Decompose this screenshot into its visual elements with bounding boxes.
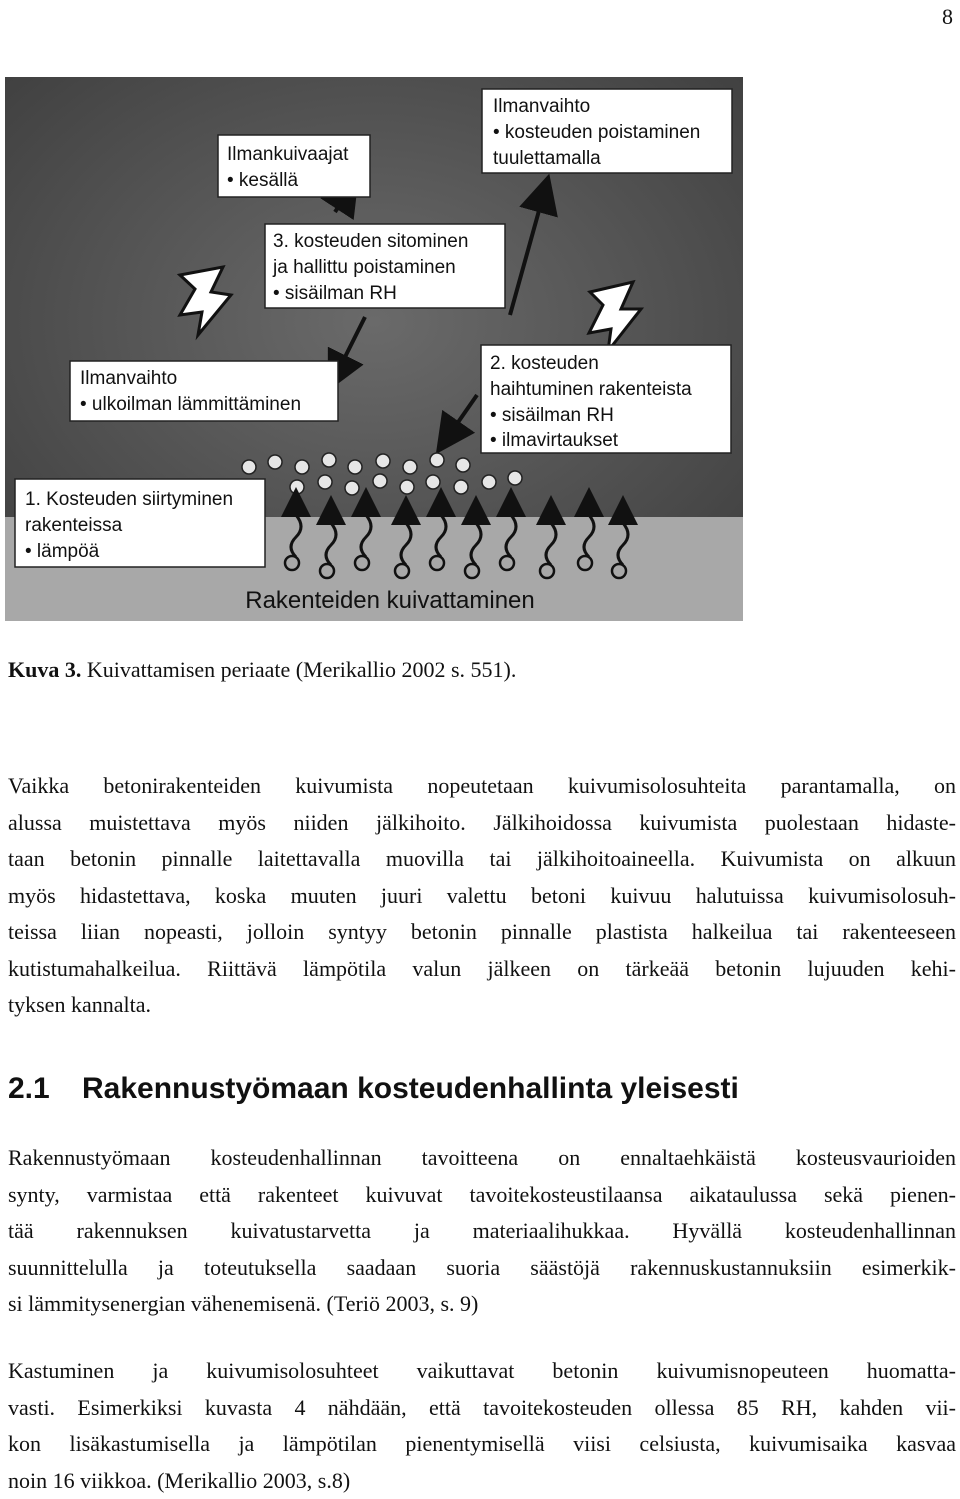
text-line: Vaikka betonirakenteiden kuivumista nopeutetaan kuivumisolosuhteita parantamalla, on [8,768,956,805]
moisture-bubble [456,458,470,472]
text-line: tyksen kannalta. [8,987,956,1024]
moisture-bubble [318,475,332,489]
text-line: myös hidastettava, koska muuten juuri valettu betoni kuivuu halutuissa kuivumisolosuh- [8,878,956,915]
paragraph-2 [8,1140,956,1323]
page-number: 8 [942,4,953,30]
moisture-bubble [430,453,444,467]
moisture-bubble [290,480,304,494]
moisture-bubble [426,475,440,489]
moisture-bubble [508,471,522,485]
text-line: Rakennustyömaan kosteudenhallinnan tavoitteena on ennaltaehkäistä kosteusvaurioiden [8,1140,956,1177]
moisture-bubble [268,455,282,469]
moisture-bubble [373,474,387,488]
moisture-bubble [295,460,309,474]
moisture-bubble [400,480,414,494]
box-moisture-binding-text: 3. kosteuden sitominen ja hallittu poistaminen • sisäilman RH [272,231,468,304]
box-evaporation-text: 2. kosteuden haihtuminen rakenteista • sisäilman RH • ilmavirtaukset [490,353,692,451]
box-ventilation-heating-text: Ilmanvaihto • ulkoilman lämmittäminen [80,368,301,415]
text-line: kon lisäkastumisella ja lämpötilan pienentymisellä viisi celsiusta, kuivumisaika kasvaa [8,1426,956,1463]
paragraph-1 [8,768,956,1024]
text-line: si lämmitysenergian vähenemisenä. (Teriö 2003, s. 9) [8,1286,956,1323]
moisture-bubble [482,475,496,489]
moisture-bubble [454,480,468,494]
text-line: teissa liian nopeasti, jolloin syntyy betonin pinnalle plastista halkeilua tai rakenteeseen [8,914,956,951]
box-dehumidifiers-text: Ilmankuivaajat • kesällä [227,144,349,191]
text-line: alussa muistettava myös niiden jälkihoito. Jälkihoidossa kuivumista puolestaan hidaste- [8,805,956,842]
drying-principle-figure [5,77,743,621]
text-line: tää rakennuksen kuivatustarvetta ja materiaalihukkaa. Hyvällä kosteudenhallinnan [8,1213,956,1250]
paragraph-3 [8,1353,956,1499]
box-moisture-transfer-text: 1. Kosteuden siirtyminen rakenteissa • lämpöä [25,489,233,562]
moisture-bubble [348,460,362,474]
figure-caption [8,657,516,683]
moisture-bubble [376,454,390,468]
text-line: synty, varmistaa että rakenteet kuivuvat tavoitekosteustilaansa aikataulussa sekä pienen- [8,1177,956,1214]
text-line: Kastuminen ja kuivumisolosuhteet vaikuttavat betonin kuivumisnopeuteen huomatta- [8,1353,956,1390]
figure-title: Rakenteiden kuivattaminen [245,587,535,614]
moisture-bubble [242,460,256,474]
section-number: 2.1 [8,1072,82,1106]
moisture-bubble [345,481,359,495]
text-line: taan betonin pinnalle laitettavalla muovilla tai jälkihoitoaineella. Kuivumista on alkuun [8,841,956,878]
text-line: vasti. Esimerkiksi kuvasta 4 nähdään, että tavoitekosteuden ollessa 85 RH, kahden vii- [8,1390,956,1427]
section-heading [8,1072,739,1106]
box-ventilation-dehumidify-text: Ilmanvaihto • kosteuden poistaminen tuulettamalla [493,96,700,169]
caption-text: Kuivattamisen periaate (Merikallio 2002 s. 551). [87,657,517,682]
caption-label: Kuva 3. [8,657,81,682]
moisture-bubble [322,453,336,467]
text-line: noin 16 viikkoa. (Merikallio 2003, s.8) [8,1463,956,1499]
moisture-bubble [403,460,417,474]
section-title: Rakennustyömaan kosteudenhallinta yleisesti [82,1072,739,1105]
text-line: suunnittelulla ja toteutuksella saadaan suoria säästöjä rakennuskustannuksiin esimerkik- [8,1250,956,1287]
text-line: kutistumahalkeilua. Riittävä lämpötila valun jälkeen on tärkeää betonin lujuuden kehi- [8,951,956,988]
